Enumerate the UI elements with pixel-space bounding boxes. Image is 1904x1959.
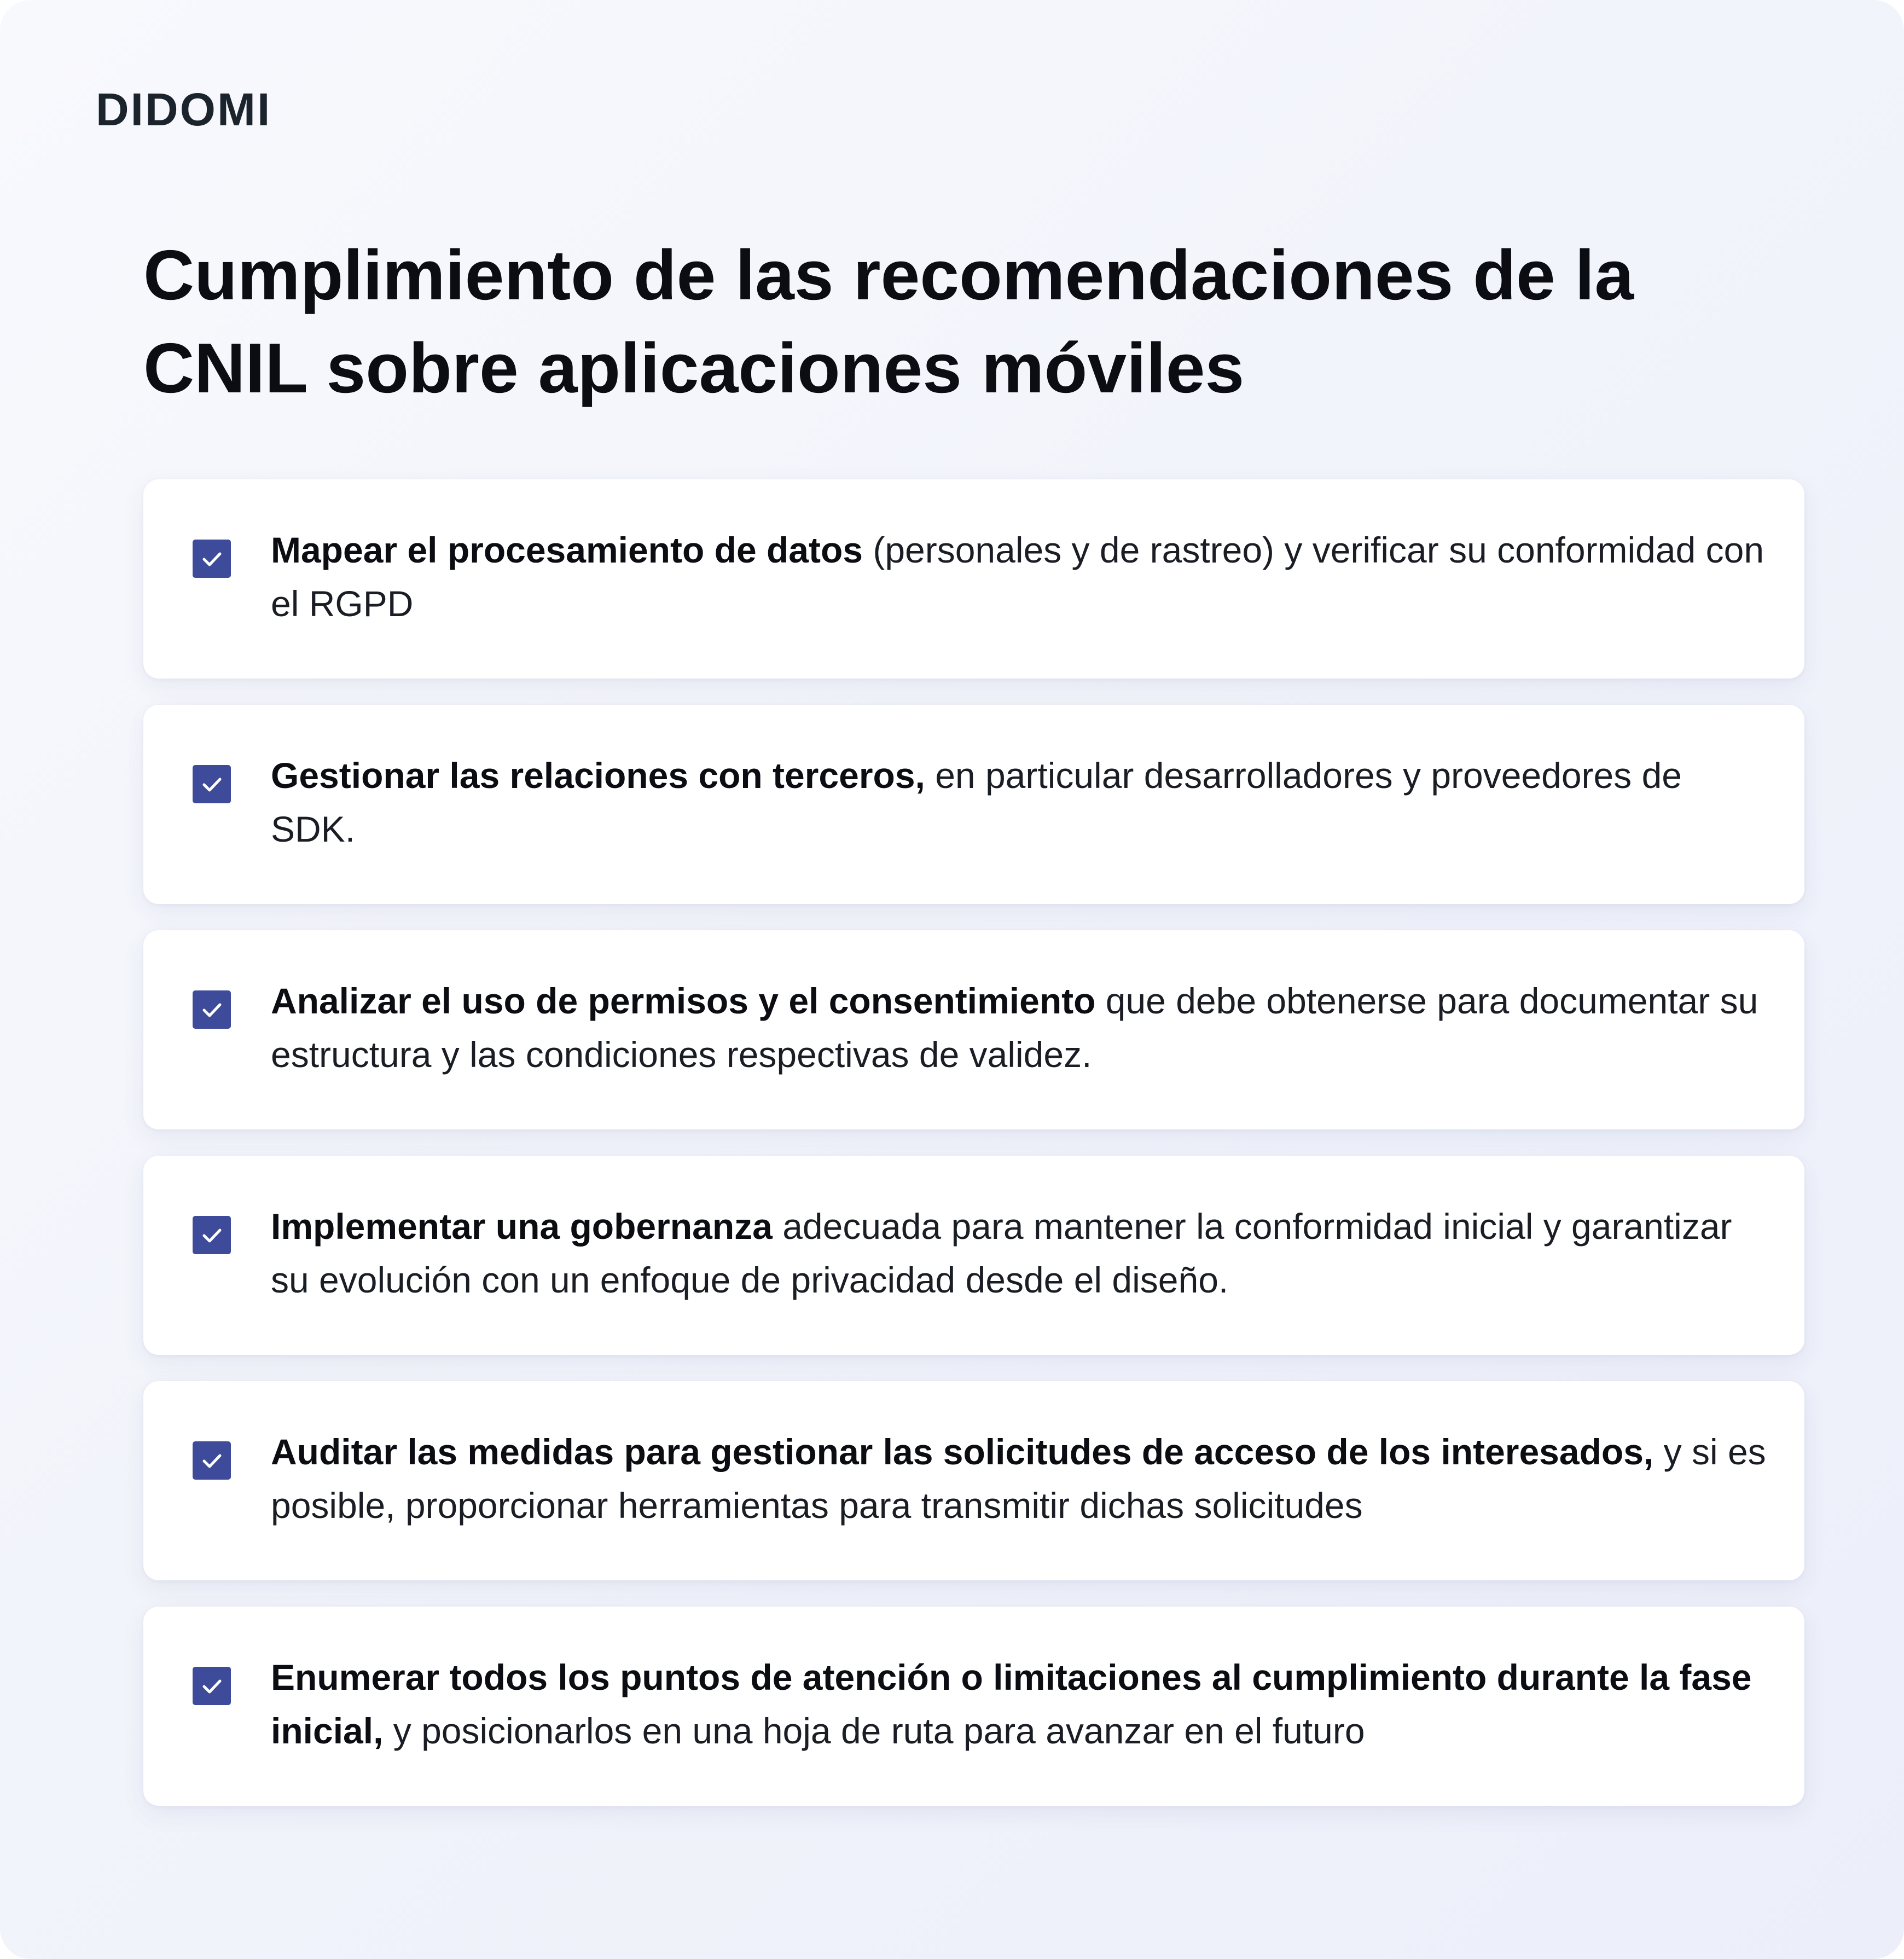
didomi-logo: DIDOMI bbox=[96, 84, 272, 135]
checklist bbox=[143, 479, 1804, 1832]
checkbox-checked-icon[interactable] bbox=[193, 1441, 231, 1480]
checklist-item bbox=[143, 479, 1804, 679]
checklist-item-text bbox=[271, 1650, 1770, 1758]
checklist-item-description: (personales y de rastreo) y verificar su conformidad con el RGPD bbox=[271, 530, 1764, 624]
checklist-item-heading: Gestionar las relaciones con terceros, bbox=[271, 755, 925, 796]
checklist-item-description: y si es posible, proporcionar herramientas para transmitir dichas solicitudes bbox=[271, 1431, 1766, 1526]
checkbox-checked-icon[interactable] bbox=[193, 765, 231, 803]
checklist-item-heading: Enumerar todos los puntos de atención o limitaciones al cumplimiento durante la fase inicial, bbox=[271, 1657, 1752, 1751]
checkbox-checked-icon[interactable] bbox=[193, 990, 231, 1029]
checklist-item bbox=[143, 705, 1804, 904]
checklist-item bbox=[143, 1607, 1804, 1806]
checklist-item-heading: Auditar las medidas para gestionar las solicitudes de acceso de los interesados, bbox=[271, 1431, 1654, 1472]
checklist-item-heading: Analizar el uso de permisos y el consentimiento bbox=[271, 981, 1096, 1021]
checklist-item-heading: Implementar una gobernanza bbox=[271, 1206, 773, 1247]
checklist-item bbox=[143, 1381, 1804, 1580]
checklist-item-text bbox=[271, 974, 1770, 1081]
checkbox-checked-icon[interactable] bbox=[193, 540, 231, 578]
checklist-item-description: que debe obtenerse para documentar su estructura y las condiciones respectivas de validez. bbox=[271, 981, 1758, 1075]
checklist-item-description: adecuada para mantener la conformidad inicial y garantizar su evolución con un enfoque de privacidad desde el diseño. bbox=[271, 1206, 1732, 1300]
checklist-item-text bbox=[271, 1425, 1770, 1532]
checklist-item-description: en particular desarrolladores y proveedores de SDK. bbox=[271, 755, 1682, 849]
checklist-item-text bbox=[271, 523, 1770, 630]
checklist-item-text bbox=[271, 1199, 1770, 1307]
checkbox-checked-icon[interactable] bbox=[193, 1216, 231, 1254]
checklist-item bbox=[143, 1156, 1804, 1355]
checkbox-checked-icon[interactable] bbox=[193, 1667, 231, 1705]
checklist-item-text bbox=[271, 749, 1770, 856]
page-title: Cumplimiento de las recomendaciones de la CNIL sobre aplicaciones móviles bbox=[143, 236, 1634, 408]
checklist-item-heading: Mapear el procesamiento de datos bbox=[271, 530, 863, 570]
checklist-item-description: y posicionarlos en una hoja de ruta para avanzar en el futuro bbox=[383, 1711, 1365, 1751]
checklist-item bbox=[143, 930, 1804, 1129]
